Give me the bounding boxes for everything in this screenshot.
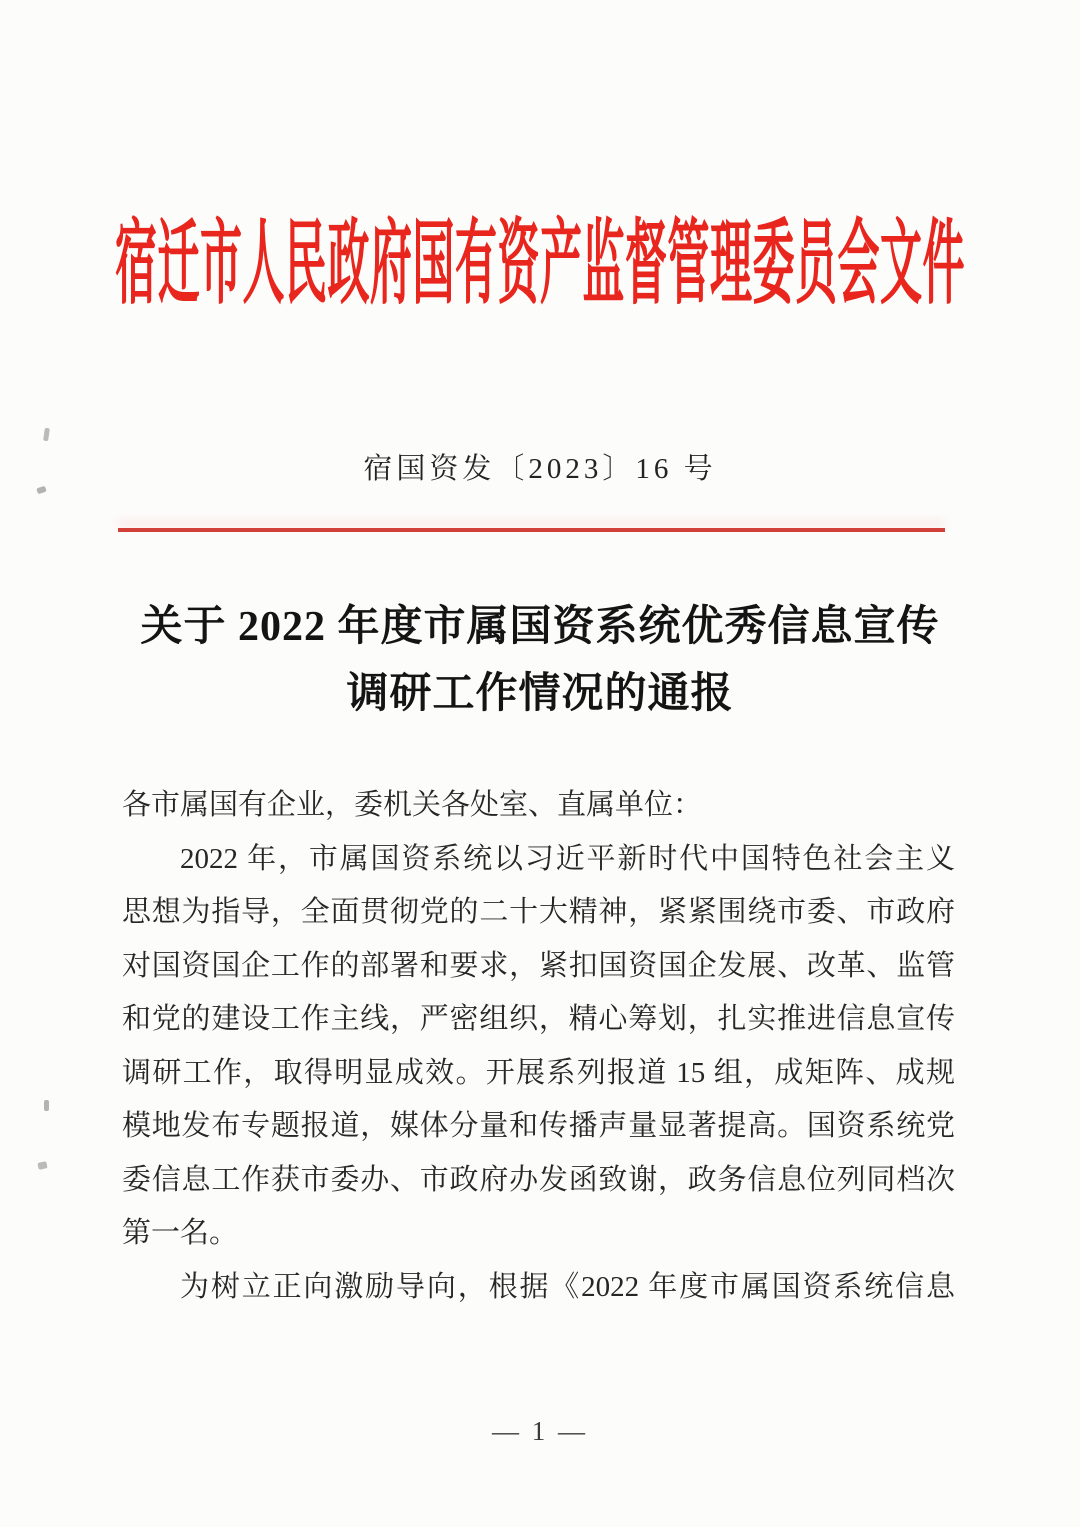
- body-line: 和党的建设工作主线，严密组织，精心筹划，扎实推进信息宣传: [122, 1003, 955, 1035]
- body-line: 思想为指导，全面贯彻党的二十大精神，紧紧围绕市委、市政府: [122, 896, 955, 928]
- scan-artifact: [43, 428, 50, 442]
- doc-title-line2: 调研工作情况的通报: [346, 671, 734, 717]
- body-line: 第一名。: [122, 1217, 239, 1249]
- body-text: [122, 779, 955, 1314]
- scan-artifact: [44, 1100, 49, 1111]
- body-line: 为树立正向激励导向，根据《2022 年度市属国资系统信息: [180, 1270, 955, 1303]
- body-line: 对国资国企工作的部署和要求，紧扣国资国企发展、改革、监管: [122, 949, 955, 982]
- doc-title-line1: 关于 2022 年度市属国资系统优秀信息宣传: [140, 604, 940, 650]
- letterhead: [0, 215, 1080, 317]
- body-line: 2022 年，市属国资系统以习近平新时代中国特色社会主义: [180, 842, 955, 875]
- doc-title: [0, 594, 1080, 728]
- body-line: 模地发布专题报道，媒体分量和传播声量显著提高。国资系统党: [122, 1110, 955, 1142]
- org-title: 宿迁市人民政府国有资产监督管理委员会文件: [114, 215, 965, 317]
- scan-artifact: [37, 1161, 47, 1170]
- scan-artifact: [36, 486, 46, 494]
- body-line: 调研工作，取得明显成效。开展系列报道 15 组，成矩阵、成规: [122, 1056, 955, 1089]
- body-line-salutation: 各市属国有企业，委机关各处室、直属单位：: [122, 789, 703, 821]
- body-line: 委信息工作获市委办、市政府办发函致谢，政务信息位列同档次: [122, 1163, 955, 1196]
- page-number: — 1 —: [492, 1416, 588, 1446]
- doc-number: 宿国资发〔2023〕16 号: [363, 453, 717, 485]
- red-divider-line: [118, 528, 945, 532]
